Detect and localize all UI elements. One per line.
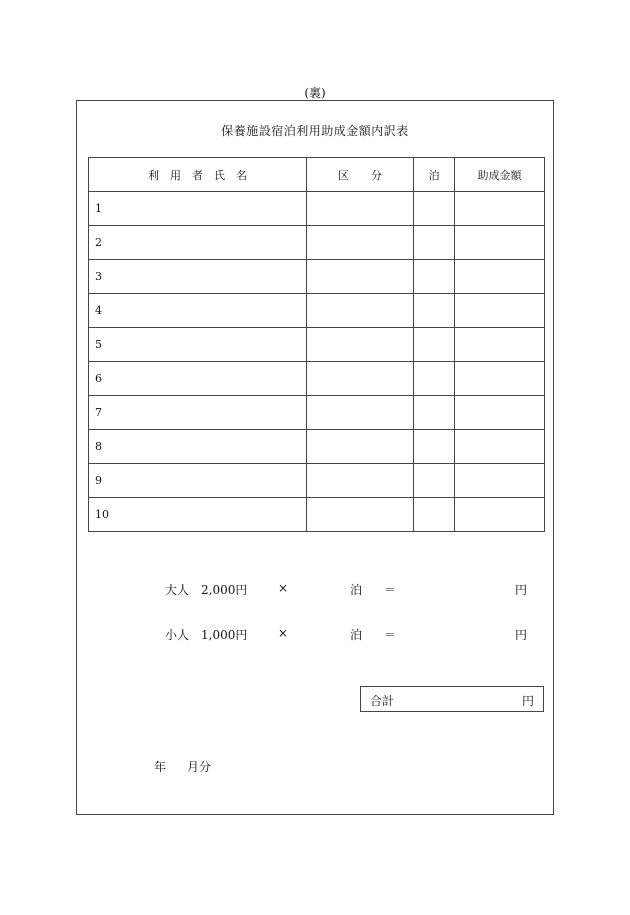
amount-cell bbox=[455, 328, 545, 362]
nights-cell bbox=[414, 226, 455, 260]
category-cell bbox=[307, 294, 414, 328]
equals-sign: ＝ bbox=[384, 583, 397, 597]
child-rate-label: 小人 1,000円 bbox=[165, 628, 248, 642]
nights-cell bbox=[414, 430, 455, 464]
amount-cell bbox=[455, 396, 545, 430]
table-row bbox=[89, 226, 545, 260]
category-cell bbox=[307, 498, 414, 532]
category-cell bbox=[307, 464, 414, 498]
table-row bbox=[89, 260, 545, 294]
category-cell bbox=[307, 328, 414, 362]
row-number: 3 bbox=[89, 260, 307, 294]
nights-cell bbox=[414, 192, 455, 226]
multiply-sign: × bbox=[278, 581, 289, 595]
period-month: 月分 bbox=[187, 760, 212, 774]
category-cell bbox=[307, 260, 414, 294]
amount-cell bbox=[455, 362, 545, 396]
period-year: 年 bbox=[154, 760, 167, 774]
total-yen-unit: 円 bbox=[521, 694, 534, 708]
table-row bbox=[89, 362, 545, 396]
yen-unit: 円 bbox=[515, 583, 528, 597]
table-row bbox=[89, 498, 545, 532]
adult-rate-label: 大人 2,000円 bbox=[165, 583, 248, 597]
table-row bbox=[89, 294, 545, 328]
row-number: 4 bbox=[89, 294, 307, 328]
row-number: 5 bbox=[89, 328, 307, 362]
table-row bbox=[89, 430, 545, 464]
header-user-name: 利 用 者 氏 名 bbox=[89, 158, 307, 192]
nights-cell bbox=[414, 396, 455, 430]
category-cell bbox=[307, 430, 414, 464]
header-category: 区 分 bbox=[307, 158, 414, 192]
nights-cell bbox=[414, 362, 455, 396]
row-number: 8 bbox=[89, 430, 307, 464]
header-amount: 助成金額 bbox=[455, 158, 545, 192]
nights-cell bbox=[414, 294, 455, 328]
amount-cell bbox=[455, 464, 545, 498]
amount-cell bbox=[455, 498, 545, 532]
nights-cell bbox=[414, 328, 455, 362]
page-title: 保養施設宿泊利用助成金額内訳表 bbox=[221, 124, 409, 138]
amount-cell bbox=[455, 430, 545, 464]
yen-unit: 円 bbox=[515, 628, 528, 642]
nights-cell bbox=[414, 260, 455, 294]
amount-cell bbox=[455, 226, 545, 260]
table-row bbox=[89, 328, 545, 362]
category-cell bbox=[307, 396, 414, 430]
side-label: (裏) bbox=[304, 86, 326, 100]
total-label: 合計 bbox=[370, 694, 395, 708]
table-row bbox=[89, 192, 545, 226]
category-cell bbox=[307, 226, 414, 260]
row-number: 7 bbox=[89, 396, 307, 430]
nights-unit: 泊 bbox=[350, 583, 363, 597]
row-number: 10 bbox=[89, 498, 307, 532]
nights-cell bbox=[414, 464, 455, 498]
multiply-sign: × bbox=[278, 626, 289, 640]
child-calc-row bbox=[0, 626, 630, 642]
header-nights: 泊 bbox=[414, 158, 455, 192]
table-row bbox=[89, 396, 545, 430]
nights-cell bbox=[414, 498, 455, 532]
table-header-row bbox=[89, 158, 545, 192]
total-box bbox=[360, 686, 544, 712]
adult-calc-row bbox=[0, 581, 630, 597]
row-number: 9 bbox=[89, 464, 307, 498]
category-cell bbox=[307, 362, 414, 396]
nights-unit: 泊 bbox=[350, 628, 363, 642]
row-number: 6 bbox=[89, 362, 307, 396]
amount-cell bbox=[455, 260, 545, 294]
amount-cell bbox=[455, 294, 545, 328]
category-cell bbox=[307, 192, 414, 226]
table-row bbox=[89, 464, 545, 498]
amount-cell bbox=[455, 192, 545, 226]
breakdown-table bbox=[88, 157, 545, 532]
row-number: 2 bbox=[89, 226, 307, 260]
row-number: 1 bbox=[89, 192, 307, 226]
equals-sign: ＝ bbox=[384, 628, 397, 642]
